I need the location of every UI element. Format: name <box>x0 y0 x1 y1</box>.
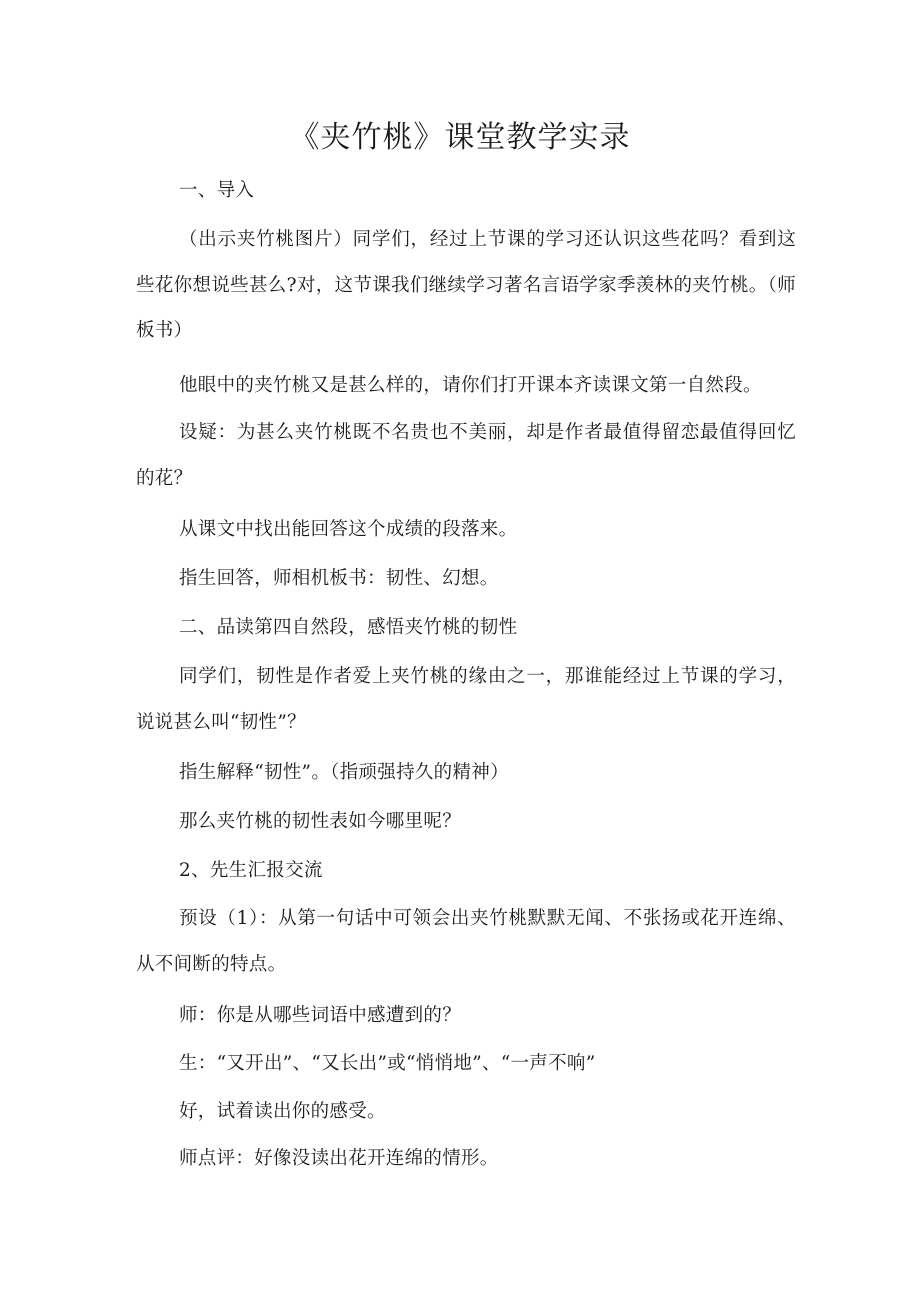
paragraph-9: 指生解释“韧性”。（指顽强持久的精神） <box>179 762 509 783</box>
paragraph-13: 师：你是从哪些词语中感遭到的？ <box>179 1005 462 1026</box>
paragraph-16: 师点评：好像没读出花开连绵的情形。 <box>179 1148 499 1169</box>
paragraph-1: 一、导入 <box>179 180 255 201</box>
paragraph-15: 好，试着读出你的感受。 <box>179 1101 386 1122</box>
paragraph-4: 设疑：为甚么夹竹桃既不名贵也不美丽，却是作者最值得留恋最值得回忆的花？ <box>136 422 796 489</box>
paragraph-8: 同学们，韧性是作者爱上夹竹桃的缘由之一，那谁能经过上节课的学习，说说甚么叫“韧性”？ <box>136 666 796 733</box>
paragraph-3: 他眼中的夹竹桃又是甚么样的，请你们打开课本齐读课文第一自然段。 <box>179 375 762 396</box>
paragraph-10: 那么夹竹桃的韧性表如今哪里呢？ <box>179 811 462 832</box>
paragraph-14: 生：“又开出”、“又长出”或“悄悄地”、“一声不响” <box>179 1053 596 1074</box>
paragraph-12: 预设（1）：从第一句话中可领会出夹竹桃默默无闻、不张扬或花开连绵、从不间断的特点。 <box>136 908 796 975</box>
paragraph-11: 2、先生汇报交流 <box>179 860 323 881</box>
paragraph-7: 二、品读第四自然段，感悟夹竹桃的韧性 <box>179 617 518 638</box>
document-title: 《夹竹桃》课堂教学实录 <box>289 120 631 155</box>
paragraph-5: 从课文中找出能回答这个成绩的段落来。 <box>179 519 518 540</box>
paragraph-2: （出示夹竹桃图片）同学们，经过上节课的学习还认识这些花吗？看到这些花你想说些甚么?对，这节课我们继续学习著名言语学家季羡林的夹竹桃。（师板书） <box>136 229 796 341</box>
paragraph-6: 指生回答，师相机板书：韧性、幻想。 <box>179 568 499 589</box>
